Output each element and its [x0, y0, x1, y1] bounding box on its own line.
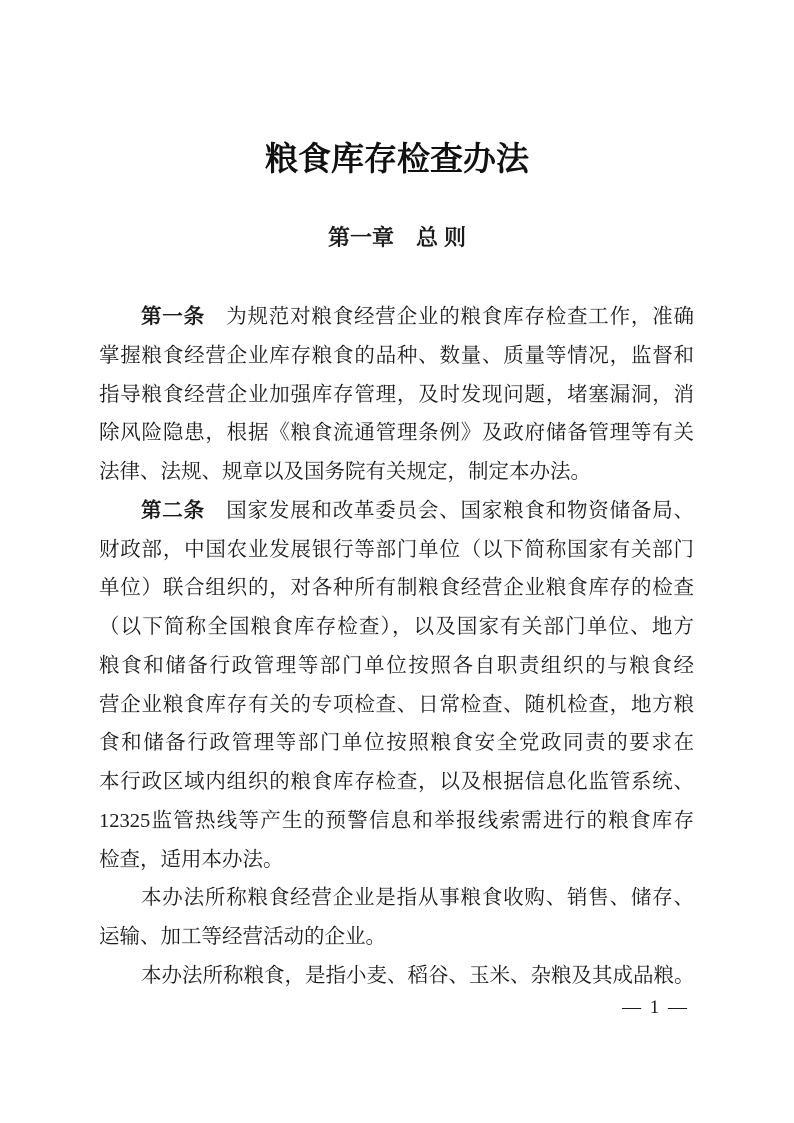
article-label: 第二条 — [141, 498, 205, 522]
body-text: 本行政区域内组织的粮食库存检查，以及根据信息化监管系统、 — [99, 771, 694, 793]
body-line — [99, 569, 694, 608]
body-line — [99, 531, 694, 570]
body-text: 12325监管热线等产生的预警信息和举报线索需进行的粮食库存 — [99, 809, 694, 832]
body-text: （以下简称全国粮食库存检查），以及国家有关部门单位、地方 — [99, 616, 694, 638]
body-line — [99, 376, 694, 415]
body-line — [99, 724, 694, 763]
body-text: 检查，适用本办法。 — [99, 848, 284, 871]
body-line — [99, 802, 694, 841]
body-line — [99, 686, 694, 725]
body-line — [99, 647, 694, 686]
body-text: 食和储备行政管理等部门单位按照粮食安全党政同责的要求在 — [99, 732, 694, 755]
body-text: 法律、法规、规章以及国务院有关规定，制定本办法。 — [99, 461, 591, 483]
body-text: 为规范对粮食经营企业的粮食库存检查工作，准确 — [204, 306, 695, 328]
body-line — [99, 298, 694, 337]
body-text: 本办法所称粮食，是指小麦、稻谷、玉米、杂粮及其成品粮。 — [141, 964, 695, 987]
body-text: 单位）联合组织的，对各种所有制粮食经营企业粮食库存的检查 — [99, 577, 694, 600]
body-line — [99, 841, 694, 880]
body-line — [99, 957, 694, 996]
body-line — [99, 918, 694, 957]
body-text: 除风险隐患，根据《粮食流通管理条例》及政府储备管理等有关 — [99, 422, 694, 445]
page-number: — 1 — — [622, 997, 689, 1018]
body-text: 运输、加工等经营活动的企业。 — [99, 926, 386, 948]
chapter-heading: 第一章 总 则 — [327, 225, 467, 250]
document-title: 粮食库存检查办法 — [265, 142, 529, 178]
body-text: 财政部，中国农业发展银行等部门单位（以下简称国家有关部门 — [99, 538, 694, 561]
body-line — [99, 763, 694, 802]
article-label: 第一条 — [141, 305, 205, 328]
body-text: 粮食和储备行政管理等部门单位按照各自职责组织的与粮食经 — [99, 654, 694, 677]
body-line — [99, 414, 694, 453]
body-line — [99, 453, 694, 492]
body-text: 营企业粮食库存有关的专项检查、日常检查、随机检查，地方粮 — [99, 693, 694, 716]
body-line — [99, 608, 694, 647]
body-text: 国家发展和改革委员会、国家粮食和物资储备局、 — [204, 499, 695, 522]
body-text: 本办法所称粮食经营企业是指从事粮食收购、销售、储存、 — [141, 887, 694, 910]
body-line — [99, 492, 694, 531]
body-text: 指导粮食经营企业加强库存管理，及时发现问题，堵塞漏洞，消 — [99, 383, 694, 406]
body-line — [99, 879, 694, 918]
document-body — [99, 298, 694, 996]
body-text: 掌握粮食经营企业库存粮食的品种、数量、质量等情况，监督和 — [99, 344, 694, 367]
body-line — [99, 337, 694, 376]
